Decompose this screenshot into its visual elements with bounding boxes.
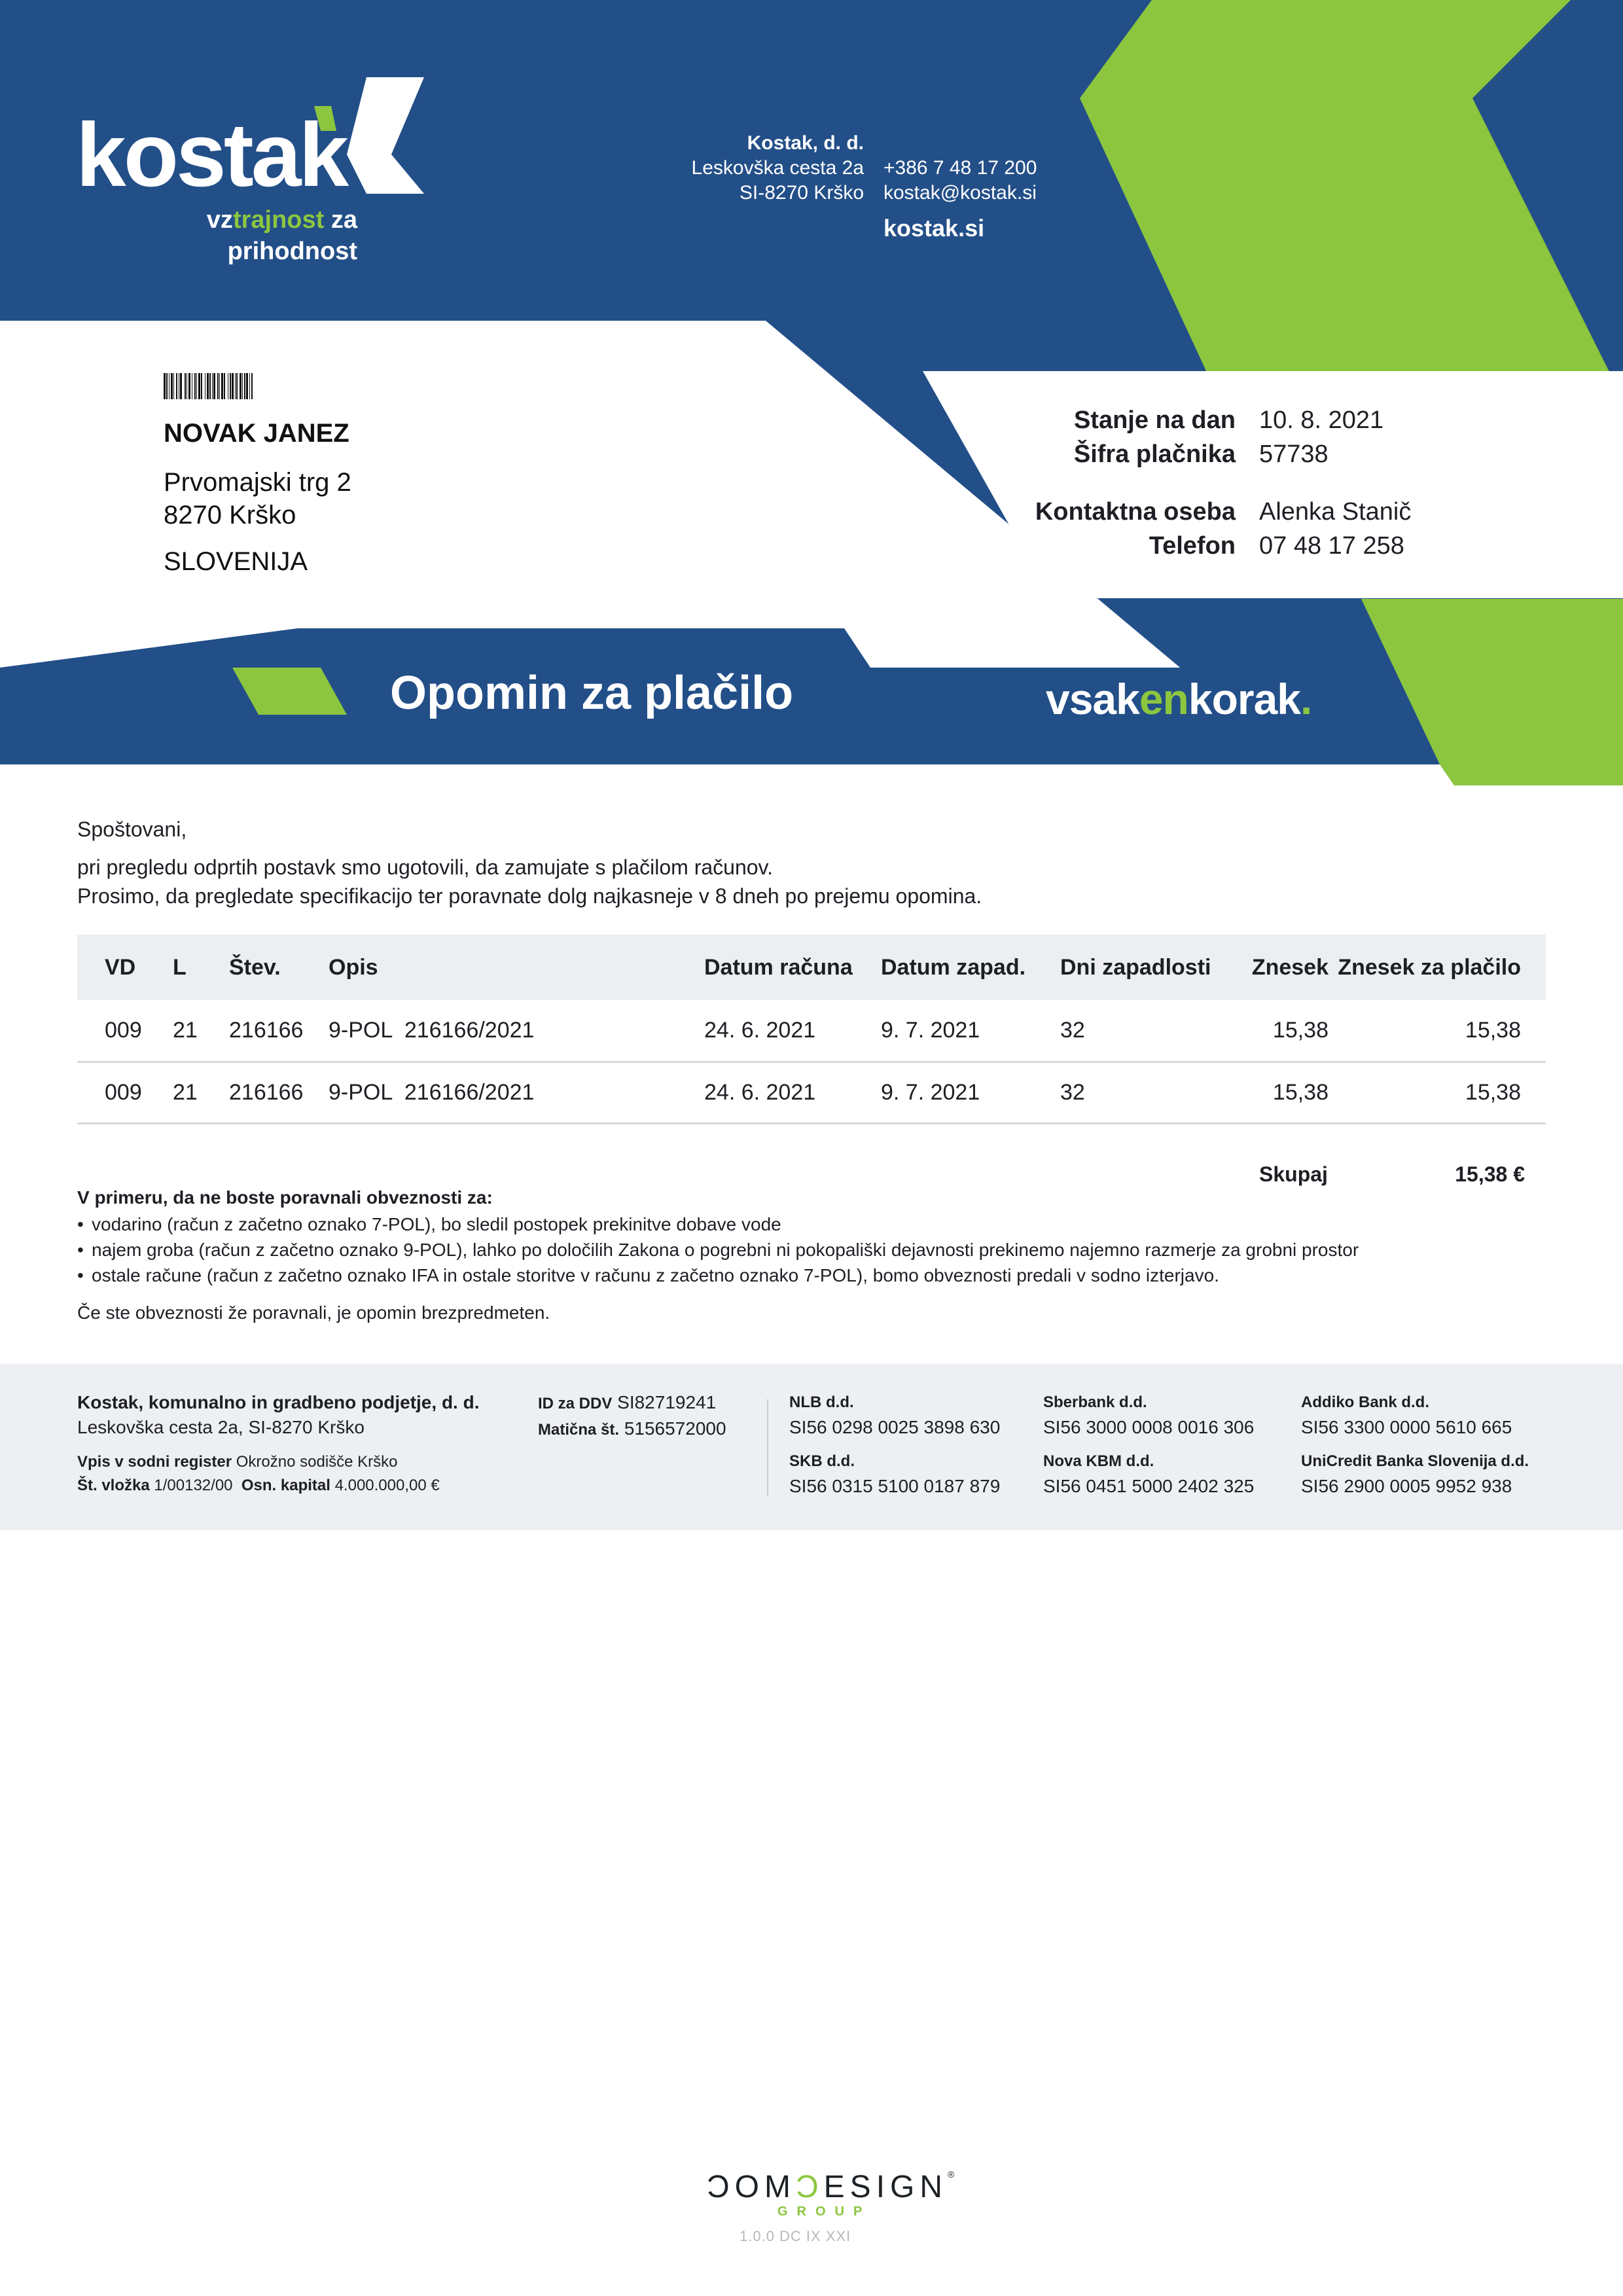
- notice-final: Če ste obveznosti že poravnali, je opomin brezpredmeten.: [77, 1302, 550, 1323]
- bank-iban: SI56 3300 0000 5610 665: [1301, 1417, 1512, 1437]
- footer-company: [77, 1390, 479, 1440]
- footer-company-address: Leskovška cesta 2a, SI-8270 Krško: [77, 1417, 365, 1437]
- footer-panel: [0, 1364, 1623, 1530]
- bank-sberbank: [1043, 1390, 1254, 1440]
- col-header-znesek: Znesek: [1237, 935, 1329, 1000]
- slogan-part-a: vsak: [1046, 675, 1139, 723]
- col-header-vd: VD: [77, 935, 173, 1000]
- info-row-date: [982, 403, 1453, 437]
- bank-nlb: [789, 1390, 1000, 1440]
- bank-addiko: [1301, 1390, 1512, 1440]
- account-info-box: [982, 403, 1453, 563]
- table-header-row: [77, 935, 1546, 1000]
- footer-ids: [538, 1390, 726, 1443]
- col-header-opis: Opis: [329, 935, 704, 1000]
- company-phone: +386 7 48 17 200: [883, 157, 1037, 179]
- col-header-stev: Štev.: [229, 935, 329, 1000]
- slogan-part-b: korak: [1188, 675, 1300, 723]
- cell-znesek-za-placilo: 15,38: [1329, 1000, 1546, 1062]
- cell-opis: 9-POL 216166/2021: [329, 1062, 704, 1123]
- overdue-items-table: [77, 935, 1546, 1124]
- bank-iban: SI56 3000 0008 0016 306: [1043, 1417, 1255, 1437]
- cell-znesek: 15,38: [1237, 1062, 1329, 1123]
- recipient-street: Prvomajski trg 2: [164, 468, 351, 497]
- bank-nova-kbm: [1043, 1449, 1254, 1499]
- notice-item: • vodarino (račun z začetno oznako 7-POL), bo sledil postopek prekinitve dobave vode: [77, 1211, 1556, 1237]
- logo-part-d: Ɔ: [795, 2170, 824, 2204]
- consequences-notice: [77, 1185, 1556, 1325]
- cell-stev: 216166: [229, 1000, 329, 1062]
- tagline-prefix: vz: [206, 206, 233, 234]
- table-row: [77, 1062, 1546, 1123]
- ddv-label: ID za DDV: [538, 1395, 613, 1412]
- bank-name: Sberbank d.d.: [1043, 1393, 1147, 1411]
- info-row-phone: [982, 529, 1453, 563]
- bank-iban: SI56 0298 0025 3898 630: [789, 1417, 1001, 1437]
- company-name: Kostak, d. d.: [747, 132, 864, 154]
- cell-datum-racuna: 24. 6. 2021: [704, 1062, 881, 1123]
- bank-name: Nova KBM d.d.: [1043, 1452, 1154, 1470]
- col-header-l: L: [173, 935, 229, 1000]
- kapital-label: Osn. kapital: [241, 1477, 330, 1494]
- letter-line-1: pri pregledu odprtih postavk smo ugotovili, da zamujate s plačilom računov.: [77, 855, 774, 879]
- cell-znesek-za-placilo: 15,38: [1329, 1062, 1546, 1123]
- bank-iban: SI56 0315 5100 0187 879: [789, 1476, 1001, 1496]
- register-label: Vpis v sodni register: [77, 1453, 232, 1471]
- company-city: SI-8270 Krško: [739, 182, 864, 204]
- recipient-city: 8270 Krško: [164, 501, 296, 529]
- col-header-datum-zapad: Datum zapad.: [881, 935, 1060, 1000]
- kapital-value: 4.000.000,00 €: [334, 1477, 440, 1494]
- company-contacts: [883, 156, 1037, 206]
- company-street: Leskovška cesta 2a: [691, 157, 864, 179]
- footer-registry: [77, 1450, 440, 1498]
- cell-datum-zapad: 9. 7. 2021: [881, 1062, 1060, 1123]
- cell-l: 21: [173, 1000, 229, 1062]
- total-value: 15,38 €: [1455, 1162, 1525, 1186]
- company-address: [589, 131, 864, 206]
- logo-part-b: ESIGN: [823, 2170, 948, 2204]
- footer-company-name: Kostak, komunalno in gradbeno podjetje, d. d.: [77, 1392, 480, 1412]
- info-value: 10. 8. 2021: [1259, 406, 1384, 434]
- info-value: 57738: [1259, 440, 1329, 468]
- info-row-contact: [982, 495, 1453, 529]
- bank-name: NLB d.d.: [789, 1393, 854, 1411]
- col-header-znesek-za-placilo: Znesek za plačilo: [1329, 935, 1546, 1000]
- notice-item: • ostale račune (račun z začetno oznako IFA in ostale storitve v računu z začetno oznako 7-POL), bomo obveznosti predali v sodno izterjavo.: [77, 1263, 1556, 1288]
- bank-name: Addiko Bank d.d.: [1301, 1393, 1430, 1411]
- table-row: [77, 1000, 1546, 1062]
- company-logo: kostak: [76, 105, 347, 206]
- slogan-logo: [1046, 674, 1311, 724]
- bank-skb: [789, 1449, 1000, 1499]
- domdesign-group: GROUP: [777, 2204, 872, 2219]
- info-value: Alenka Stanič: [1259, 498, 1412, 526]
- bank-name: UniCredit Banka Slovenija d.d.: [1301, 1452, 1529, 1470]
- info-row-payer-code: [982, 437, 1453, 471]
- company-website[interactable]: kostak.si: [883, 215, 985, 242]
- cell-opis: 9-POL 216166/2021: [329, 1000, 704, 1062]
- document-title: Opomin za plačilo: [390, 667, 794, 719]
- info-value: 07 48 17 258: [1259, 532, 1404, 560]
- notice-list: [77, 1211, 1556, 1288]
- slogan-highlight: en: [1139, 675, 1188, 723]
- cell-znesek: 15,38: [1237, 1000, 1329, 1062]
- vlozka-label: Št. vložka: [77, 1477, 150, 1494]
- company-email[interactable]: kostak@kostak.si: [883, 182, 1037, 204]
- tagline-line2: prihodnost: [227, 238, 357, 265]
- col-header-datum-racuna: Datum računa: [704, 935, 881, 1000]
- tagline-suffix: za: [324, 206, 357, 234]
- recipient-address: [164, 466, 351, 531]
- vlozka-value: 1/00132/00: [154, 1477, 233, 1494]
- letter-greeting: Spoštovani,: [77, 817, 187, 841]
- ddv-value: SI82719241: [617, 1392, 717, 1412]
- cell-vd: 009: [77, 1000, 173, 1062]
- info-label: Šifra plačnika: [1073, 440, 1236, 468]
- col-header-dni-zapadlosti: Dni zapadlosti: [1060, 935, 1237, 1000]
- bank-iban: SI56 2900 0005 9952 938: [1301, 1476, 1512, 1496]
- logo-tagline: [151, 204, 357, 267]
- notice-item: • najem groba (račun z začetno oznako 9-POL), lahko po določilih Zakona o pogrebni ni pokopališki dejavnosti prekinemo najemno razmerje za grobni prostor: [77, 1237, 1556, 1263]
- domdesign-logo: [707, 2169, 954, 2205]
- cell-stev: 216166: [229, 1062, 329, 1123]
- slogan-dot: .: [1300, 675, 1312, 723]
- cell-l: 21: [173, 1062, 229, 1123]
- logo-part-a: ƆOM: [707, 2170, 796, 2204]
- letter-body: [77, 815, 1543, 910]
- letter-line-2: Prosimo, da pregledate specifikacijo ter poravnate dolg najkasneje v 8 dneh po prejemu opomina.: [77, 884, 982, 908]
- maticna-value: 5156572000: [624, 1418, 726, 1439]
- cell-vd: 009: [77, 1062, 173, 1123]
- version-label: 1.0.0 DC IX XXI: [740, 2228, 851, 2244]
- notice-heading: V primeru, da ne boste poravnali obveznosti za:: [77, 1187, 493, 1208]
- recipient-name: NOVAK JANEZ: [164, 419, 349, 448]
- info-label: Kontaktna oseba: [1035, 498, 1236, 526]
- cell-dni-zapadlosti: 32: [1060, 1062, 1237, 1123]
- maticna-label: Matična št.: [538, 1421, 620, 1439]
- cell-datum-zapad: 9. 7. 2021: [881, 1000, 1060, 1062]
- cell-dni-zapadlosti: 32: [1060, 1000, 1237, 1062]
- bank-unicredit: [1301, 1449, 1529, 1499]
- total-label: Skupaj: [1259, 1162, 1328, 1186]
- bank-name: SKB d.d.: [789, 1452, 855, 1470]
- tagline-highlight: trajnost: [232, 206, 325, 234]
- register-value: Okrožno sodišče Krško: [236, 1453, 398, 1471]
- recipient-country: SLOVENIJA: [164, 547, 308, 576]
- barcode: [164, 373, 294, 399]
- info-label: Telefon: [1149, 532, 1236, 560]
- bank-iban: SI56 0451 5000 2402 325: [1043, 1476, 1255, 1496]
- cell-datum-racuna: 24. 6. 2021: [704, 1000, 881, 1062]
- registered-mark: ®: [948, 2169, 955, 2179]
- info-label: Stanje na dan: [1073, 406, 1236, 434]
- footer-divider: [767, 1399, 768, 1496]
